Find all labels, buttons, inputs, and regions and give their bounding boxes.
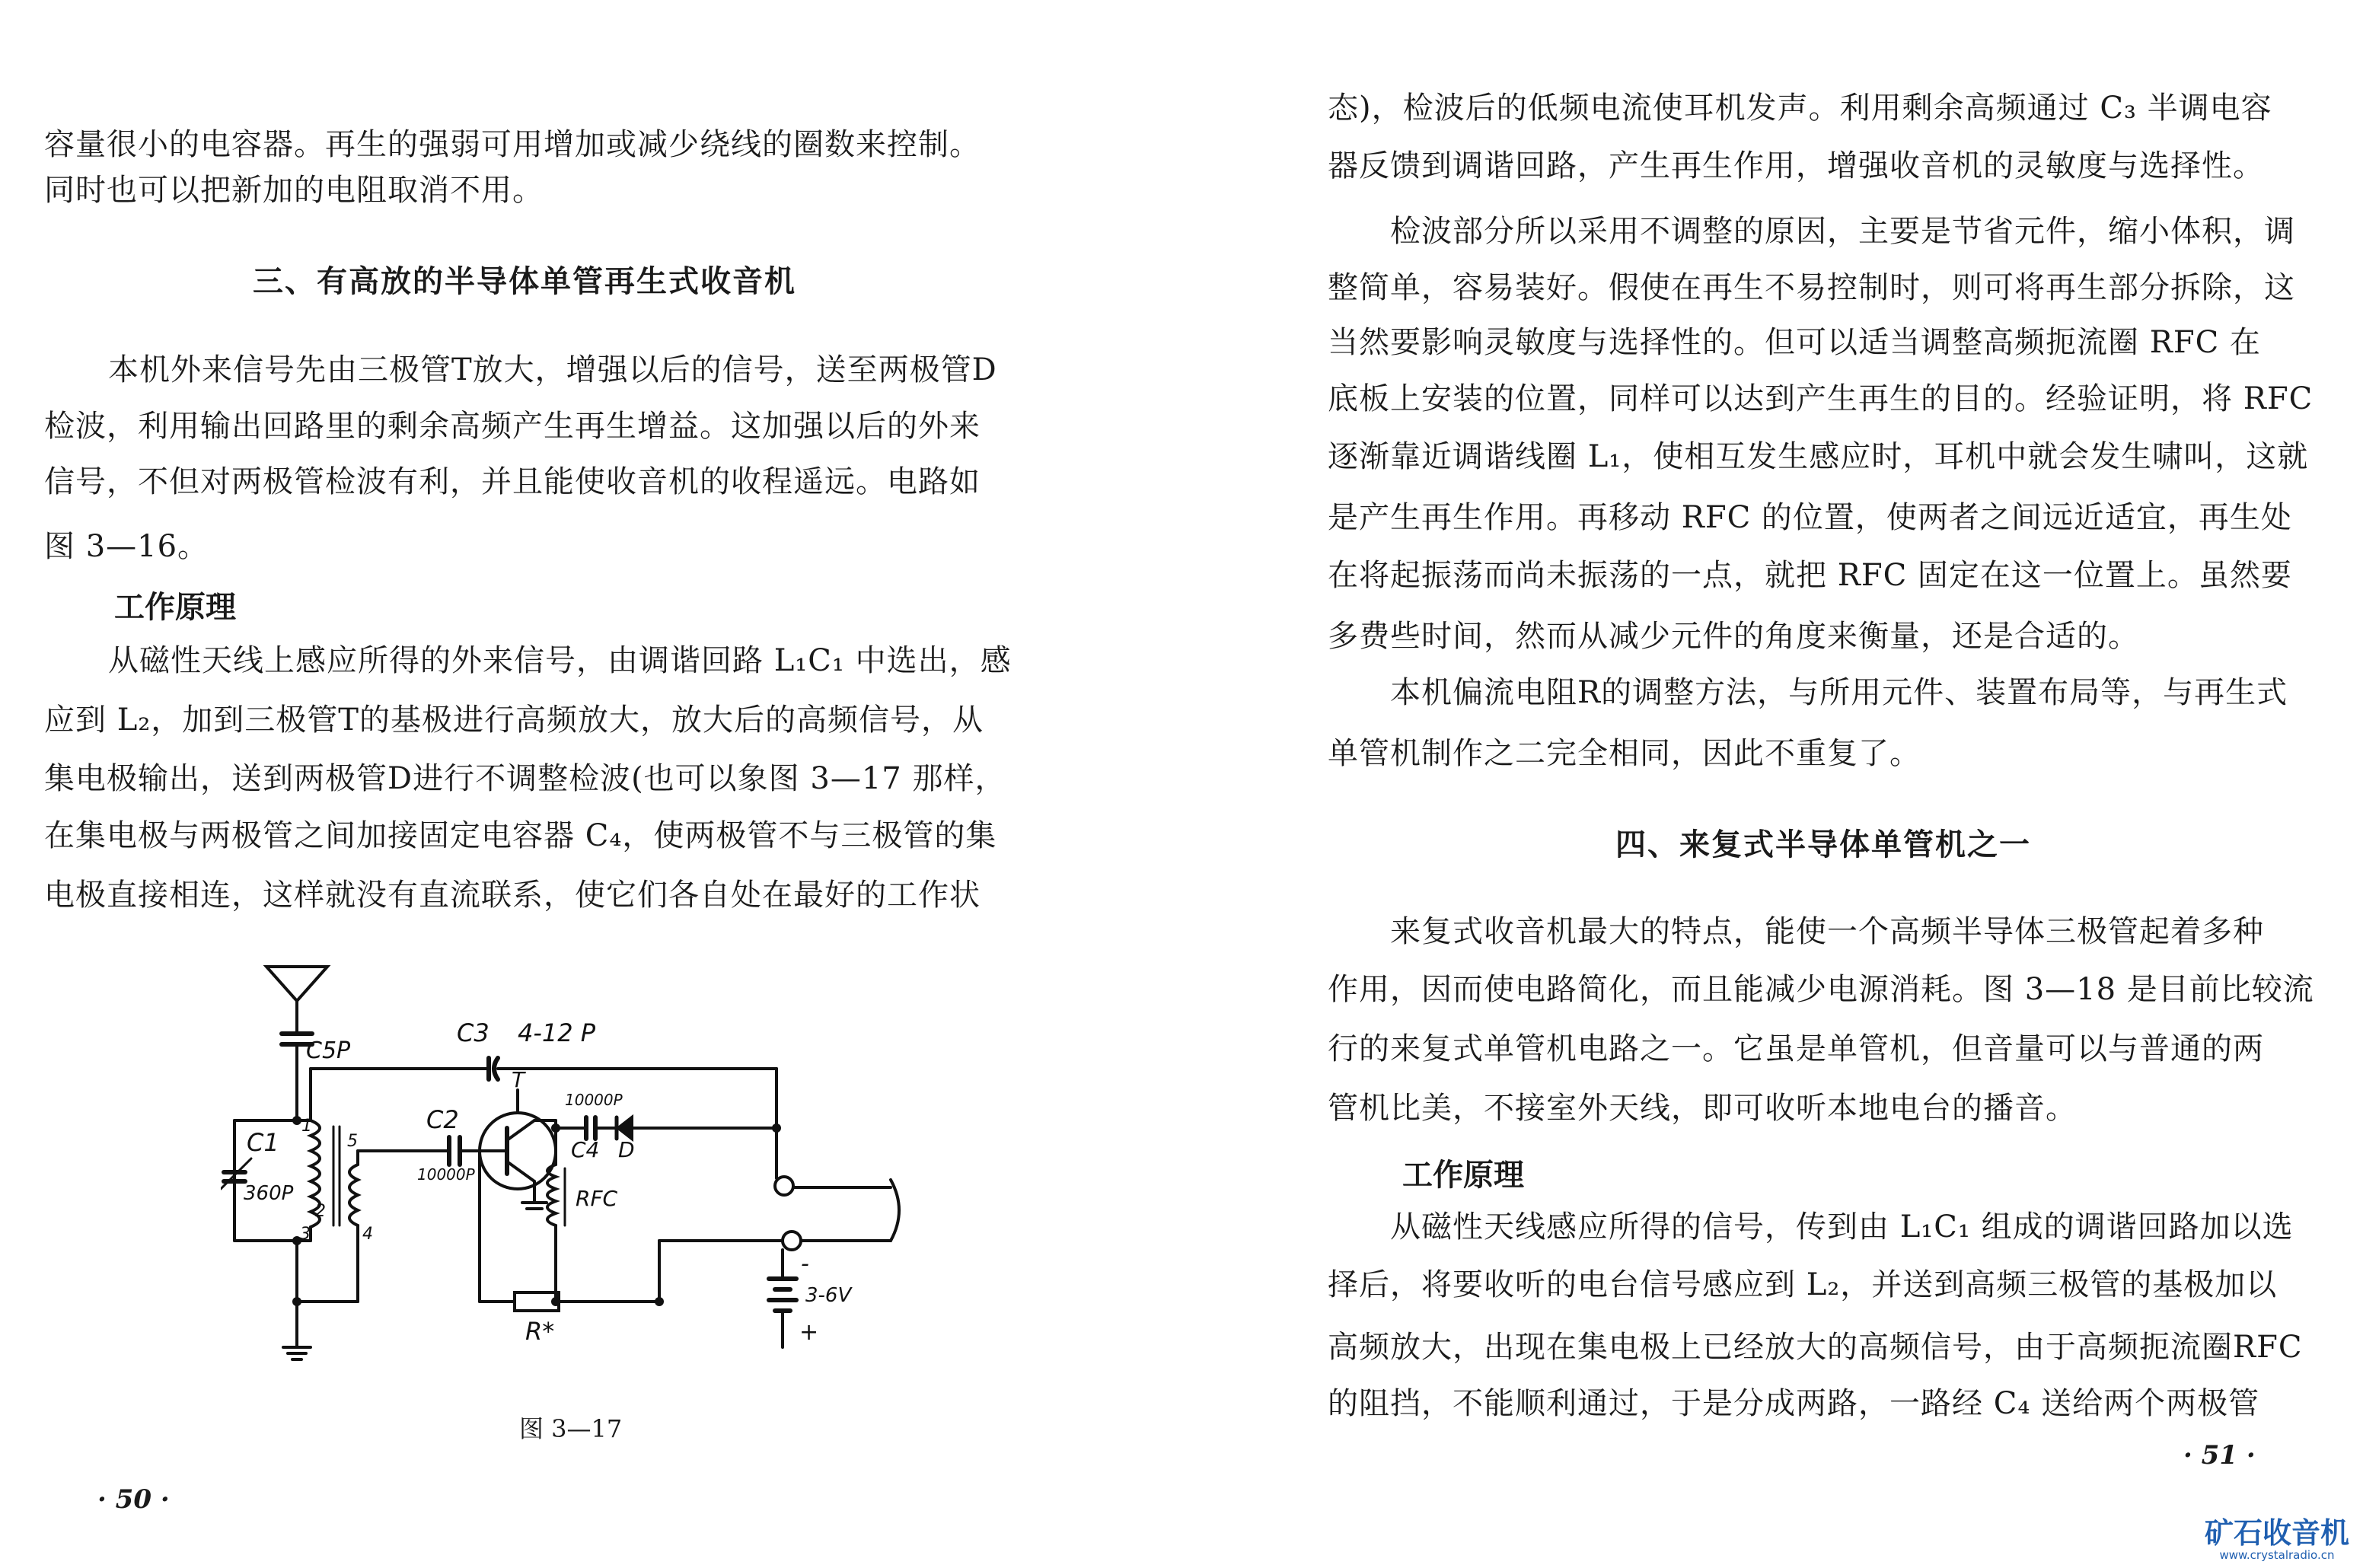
label-diode: D — [618, 1137, 635, 1162]
text-line: 容量很小的电容器。再生的强弱可用增加或减少绕线的圈数来控制。 — [44, 127, 981, 162]
label-c4: C4 — [571, 1137, 600, 1162]
text-line: 多费些时间，然而从减少元件的角度来衡量，还是合适的。 — [1328, 619, 2139, 654]
text-line: 管机比美，不接室外天线，即可收听本地电台的播音。 — [1328, 1091, 2077, 1126]
subheading: 工作原理 — [1402, 1158, 1524, 1193]
label-plus: + — [799, 1319, 819, 1346]
subheading: 工作原理 — [114, 590, 236, 625]
text-line: 应到 L₂，加到三极管T的基极进行高频放大，放大后的高频信号，从 — [44, 703, 984, 738]
text-line: 本机偏流电阻R的调整方法，与所用元件、装置布局等，与再生式 — [1390, 675, 2288, 710]
text-line: 从磁性天线上感应所得的外来信号，由调谐回路 L₁C₁ 中选出，感 — [108, 643, 1012, 678]
label-minus: - — [801, 1251, 809, 1277]
text-line: 在将起振荡而尚未振荡的一点，就把 RFC 固定在这一位置上。虽然要 — [1328, 558, 2292, 593]
text-line: 同时也可以把新加的电阻取消不用。 — [44, 173, 544, 208]
label-c3: C3 — [457, 1018, 490, 1047]
label-c5p: C5P — [306, 1037, 351, 1064]
site-watermark — [2205, 1518, 2349, 1562]
text-line: 当然要影响灵敏度与选择性的。但可以适当调整高频扼流圈 RFC 在 — [1328, 325, 2261, 360]
right-page — [1182, 0, 2363, 1568]
text-line: 检波部分所以采用不调整的原因，主要是节省元件，缩小体积，调 — [1390, 214, 2295, 249]
label-node-1: 1 — [301, 1117, 312, 1136]
text-line: 在集电极与两极管之间加接固定电容器 C₄，使两极管不与三极管的集 — [44, 818, 997, 853]
text-line: 择后，将要收听的电台信号感应到 L₂，并送到高频三极管的基极加以 — [1328, 1267, 2278, 1302]
page-number: · 50 · — [97, 1484, 170, 1515]
label-c1-value: 360P — [244, 1182, 294, 1205]
text-line: 信号，不但对两极管检波有利，并且能使收音机的收程遥远。电路如 — [44, 464, 981, 499]
antenna-symbol — [266, 967, 327, 1001]
label-rfc: RFC — [576, 1186, 618, 1211]
text-line: 电极直接相连，这样就没有直流联系，使它们各自处在最好的工作状 — [44, 878, 981, 913]
text-line: 高频放大，出现在集电极上已经放大的高频信号，由于高频扼流圈RFC — [1328, 1330, 2303, 1365]
watermark-url: www.crystalradio.cn — [2219, 1548, 2335, 1562]
label-resistor: R* — [525, 1317, 555, 1346]
text-line: 整简单，容易装好。假使在再生不易控制时，则可将再生部分拆除，这 — [1328, 270, 2295, 305]
label-node-5: 5 — [347, 1132, 358, 1151]
label-node-4: 4 — [362, 1225, 373, 1244]
label-node-2: 2 — [315, 1202, 326, 1221]
watermark-logo: 矿石收音机 — [2204, 1516, 2349, 1550]
text-line: 器反馈到调谐回路，产生再生作用，增强收音机的灵敏度与选择性。 — [1328, 148, 2264, 183]
text-line: 作用，因而使电路简化，而且能减少电源消耗。图 3—18 是目前比较流 — [1328, 972, 2314, 1007]
circuit-diagram — [221, 951, 952, 1378]
text-line: 态)，检波后的低频电流使耳机发声。利用剩余高频通过 C₃ 半调电容 — [1328, 91, 2272, 126]
text-line: 是产生再生作用。再移动 RFC 的位置，使两者之间远近适宜，再生处 — [1328, 500, 2292, 535]
text-line: 图 3—16。 — [44, 529, 209, 564]
section-heading: 四、来复式半导体单管机之一 — [1615, 827, 2031, 862]
text-line: 底板上安装的位置，同样可以达到产生再生的目的。经验证明，将 RFC — [1328, 381, 2314, 416]
text-line: 的阻挡，不能顺利通过，于是分成两路，一路经 C₄ 送给两个两极管 — [1328, 1386, 2260, 1421]
label-c1: C1 — [247, 1128, 279, 1157]
text-line: 单管机制作之二完全相同，因此不重复了。 — [1328, 736, 1921, 771]
label-transistor: T — [512, 1067, 525, 1092]
text-line: 来复式收音机最大的特点，能使一个高频半导体三极管起着多种 — [1390, 914, 2264, 949]
label-c4-value: 10000P — [565, 1091, 623, 1109]
section-heading: 三、有高放的半导体单管再生式收音机 — [253, 264, 796, 299]
text-line: 从磁性天线感应所得的信号，传到由 L₁C₁ 组成的调谐回路加以选 — [1390, 1209, 2294, 1245]
label-c3-value: 4-12 P — [518, 1018, 596, 1047]
text-line: 本机外来信号先由三极管T放大，增强以后的信号，送至两极管D — [108, 352, 997, 387]
text-line: 集电极输出，送到两极管D进行不调整检波(也可以象图 3—17 那样， — [44, 761, 1006, 796]
label-c2-value: 10000P — [417, 1165, 475, 1184]
text-line: 检波，利用输出回路里的剩余高频产生再生增益。这加强以后的外来 — [44, 409, 981, 444]
text-line: 行的来复式单管机电路之一。它虽是单管机，但音量可以与普通的两 — [1328, 1031, 2264, 1066]
label-battery: 3-6V — [805, 1284, 852, 1307]
label-node-3: 3 — [300, 1225, 311, 1244]
figure-caption: 图 3—17 — [519, 1414, 623, 1443]
text-line: 逐渐靠近调谐线圈 L₁，使相互发生感应时，耳机中就会发生啸叫，这就 — [1328, 439, 2309, 474]
page-number: · 51 · — [2183, 1440, 2256, 1471]
label-c2: C2 — [426, 1105, 459, 1134]
